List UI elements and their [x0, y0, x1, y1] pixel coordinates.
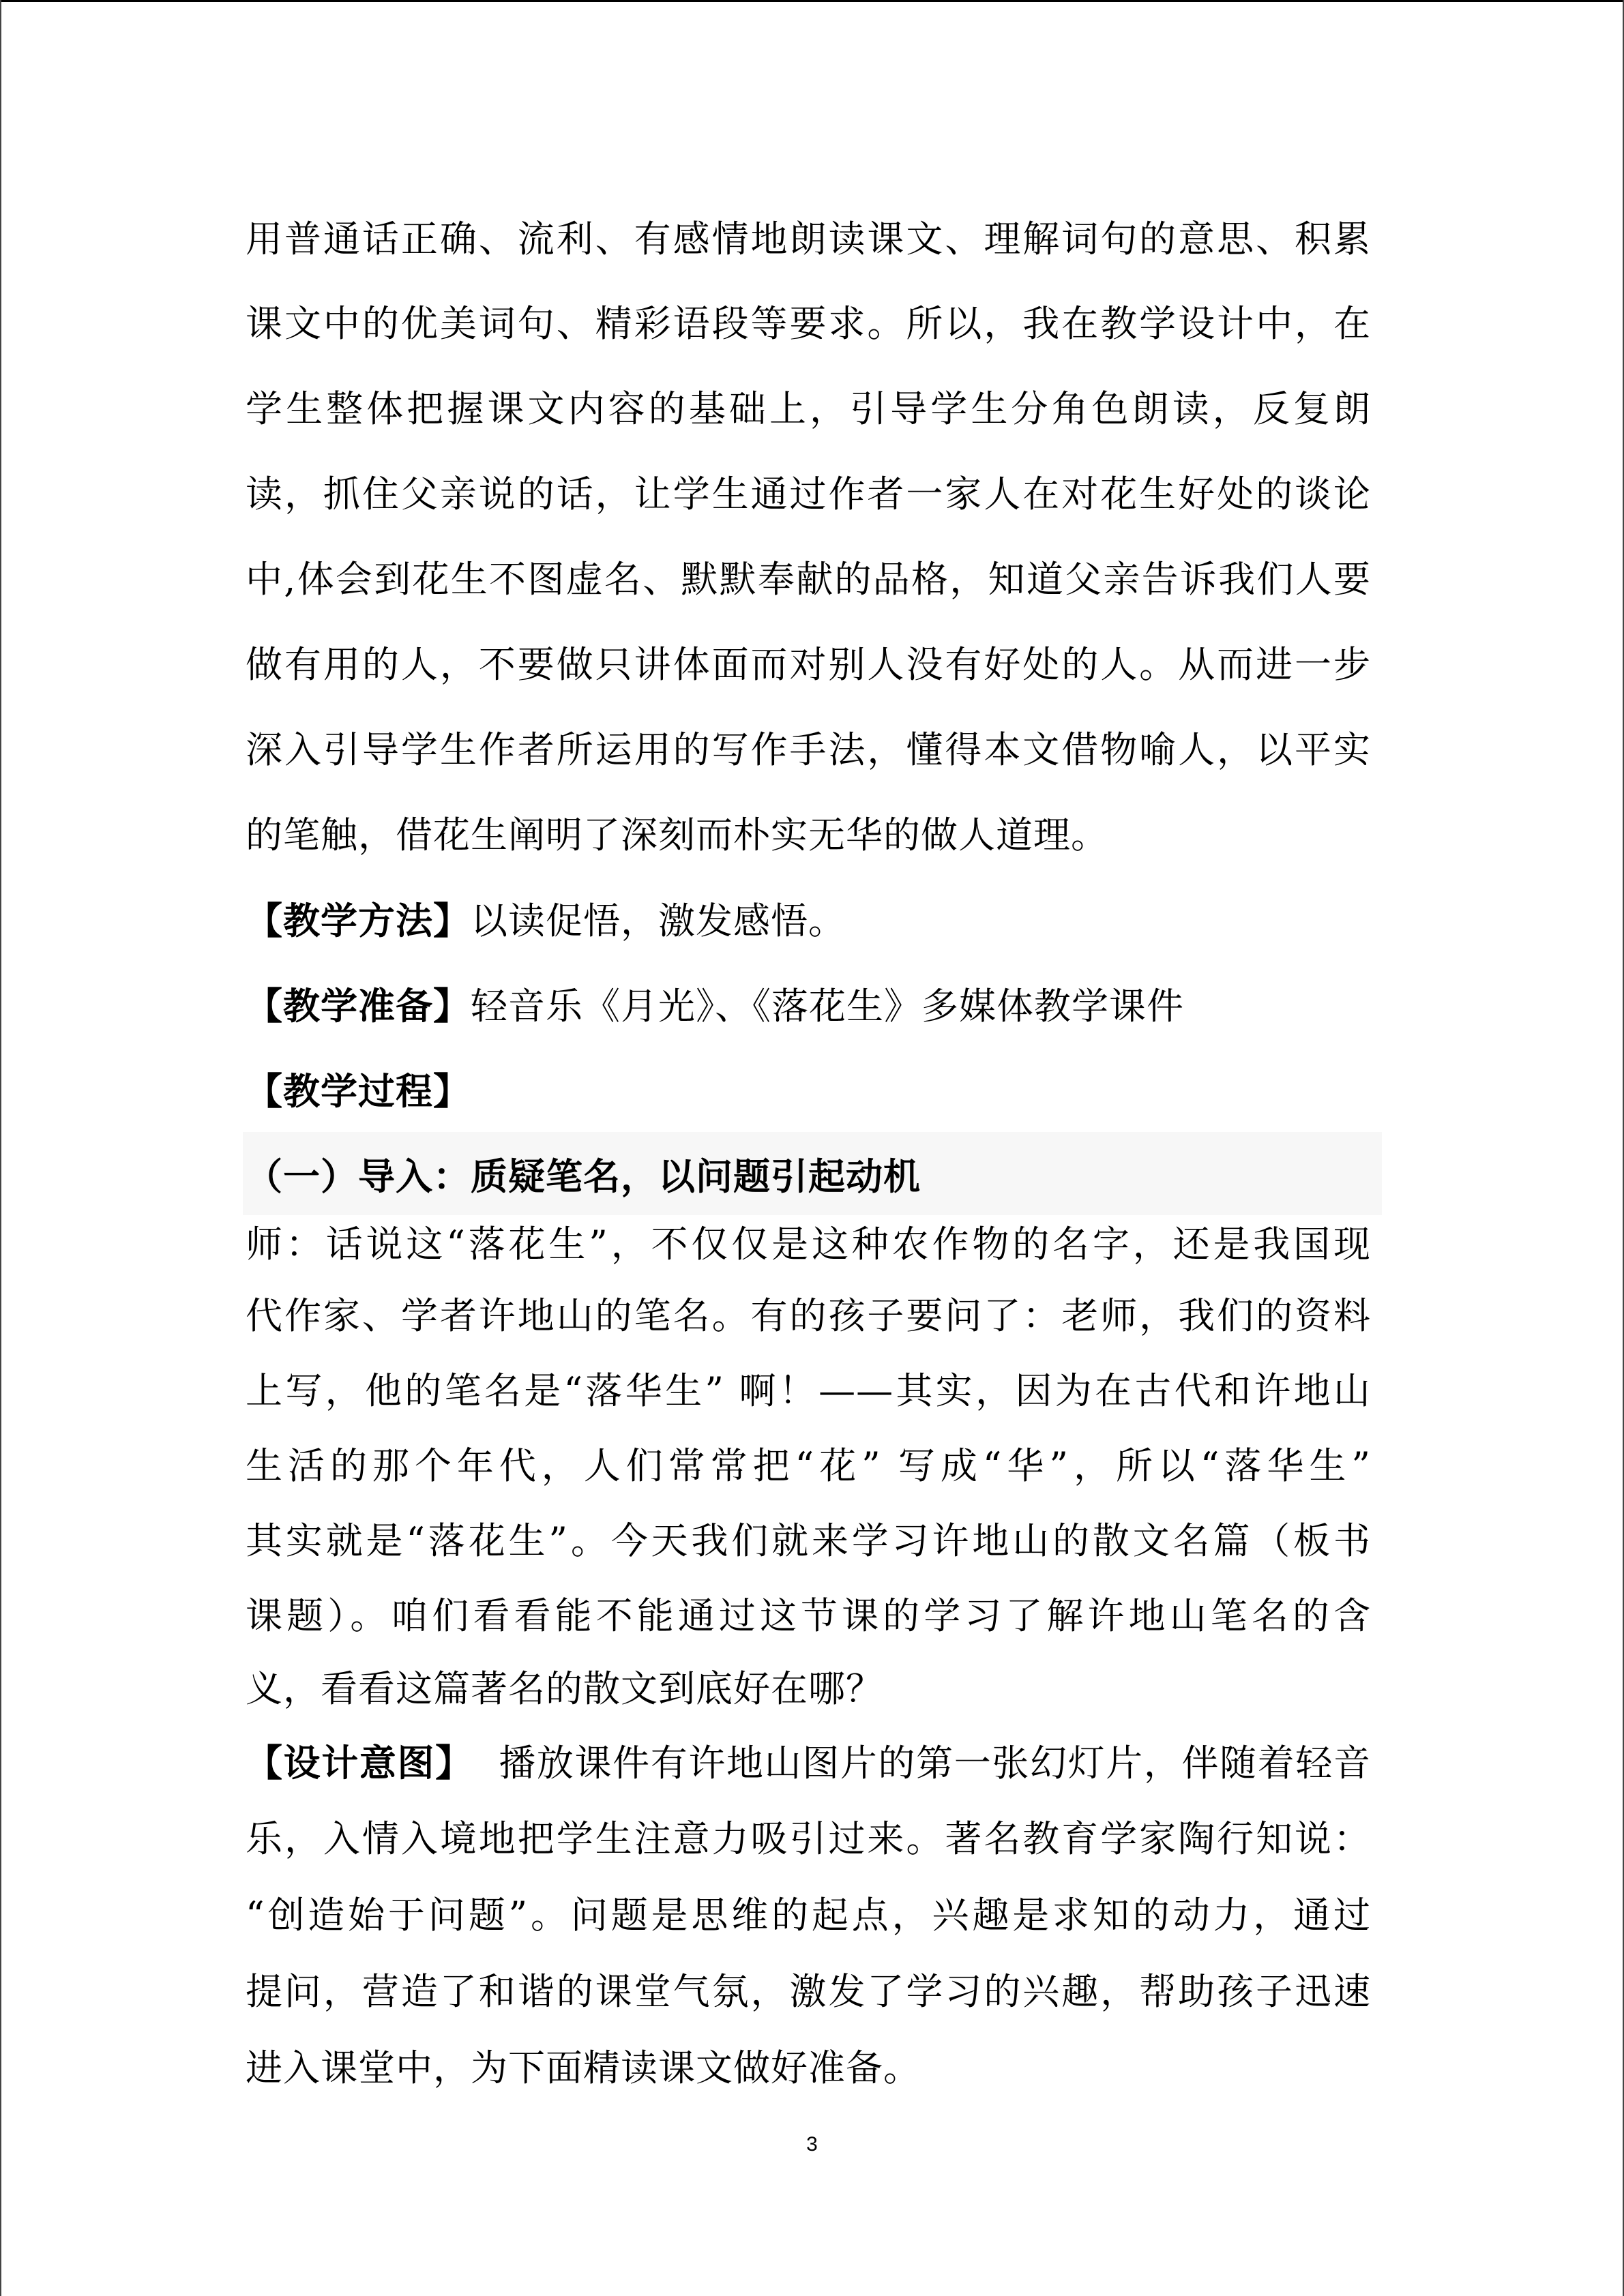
design-intent-line-1 — [246, 1732, 1371, 1793]
teaching-preparation — [246, 975, 1371, 1037]
teaching-method-label: 【教学方法】 — [246, 899, 471, 942]
paragraph2-line-6: 课题）。咱们看看能不能通过这节课的学习了解许地山笔名的含 — [246, 1594, 1371, 1637]
design-intent-line-4: 提问，营造了和谐的课堂气氛，激发了学习的兴趣，帮助孩子迅速 — [246, 1970, 1371, 2013]
paragraph1-line-4: 读，抓住父亲说的话，让学生通过作者一家人在对花生好处的谈论 — [246, 473, 1371, 516]
page-left-border — [0, 0, 1, 2296]
paragraph1-line-6: 做有用的人，不要做只讲体面而对别人没有好处的人。从而进一步 — [246, 643, 1371, 686]
paragraph2-line-3: 上写，他的笔名是“落华生” 啊！——其实，因为在古代和许地山 — [246, 1369, 1371, 1412]
teaching-preparation-label: 【教学准备】 — [246, 984, 471, 1028]
paragraph2-line-7: 义，看看这篇著名的散文到底好在哪？ — [246, 1667, 883, 1710]
design-intent-line-3: “创造始于问题”。问题是思维的起点，兴趣是求知的动力，通过 — [246, 1894, 1371, 1937]
page-top-border — [0, 0, 1624, 2]
teaching-method — [246, 890, 1371, 951]
page-number: 3 — [806, 2133, 818, 2156]
paragraph1-line-7: 深入引导学生作者所运用的写作手法，懂得本文借物喻人，以平实 — [246, 728, 1371, 771]
teaching-method-text: 以读促悟，激发感悟。 — [471, 899, 846, 942]
paragraph1-line-5: 中,体会到花生不图虚名、默默奉献的品格，知道父亲告诉我们人要 — [246, 558, 1371, 601]
design-intent-line-5: 进入课堂中，为下面精读课文做好准备。 — [246, 2046, 921, 2089]
paragraph2-line-4: 生活的那个年代，人们常常把“花” 写成“华”，所以“落华生” — [246, 1444, 1371, 1487]
design-intent-line-2: 乐，入情入境地把学生注意力吸引过来。著名教育学家陶行知说： — [246, 1817, 1371, 1860]
paragraph1-line-8: 的笔触，借花生阐明了深刻而朴实无华的做人道理。 — [246, 814, 1108, 856]
paragraph1-line-3: 学生整体把握课文内容的基础上，引导学生分角色朗读，反复朗 — [246, 387, 1371, 430]
paragraph2-line-2: 代作家、学者许地山的笔名。有的孩子要问了：老师，我们的资料 — [246, 1294, 1371, 1337]
design-intent-first-text: 播放课件有许地山图片的第一张幻灯片，伴随着轻音 — [473, 1742, 1371, 1785]
teaching-process-heading: 【教学过程】 — [246, 1069, 471, 1113]
paragraph2-line-1: 师：话说这“落花生”，不仅仅是这种农作物的名字，还是我国现 — [246, 1223, 1371, 1266]
section1-heading: （一）导入：质疑笔名，以问题引起动机 — [246, 1154, 921, 1198]
design-intent-label: 【设计意图】 — [246, 1741, 473, 1785]
teaching-preparation-text: 轻音乐《月光》、《落花生》多媒体教学课件 — [471, 985, 1184, 1028]
paragraph1-line-1: 用普通话正确、流利、有感情地朗读课文、理解词句的意思、积累 — [246, 218, 1371, 260]
paragraph2-line-5: 其实就是“落花生”。今天我们就来学习许地山的散文名篇（板书 — [246, 1519, 1371, 1562]
paragraph1-line-2: 课文中的优美词句、精彩语段等要求。所以，我在教学设计中，在 — [246, 302, 1371, 345]
